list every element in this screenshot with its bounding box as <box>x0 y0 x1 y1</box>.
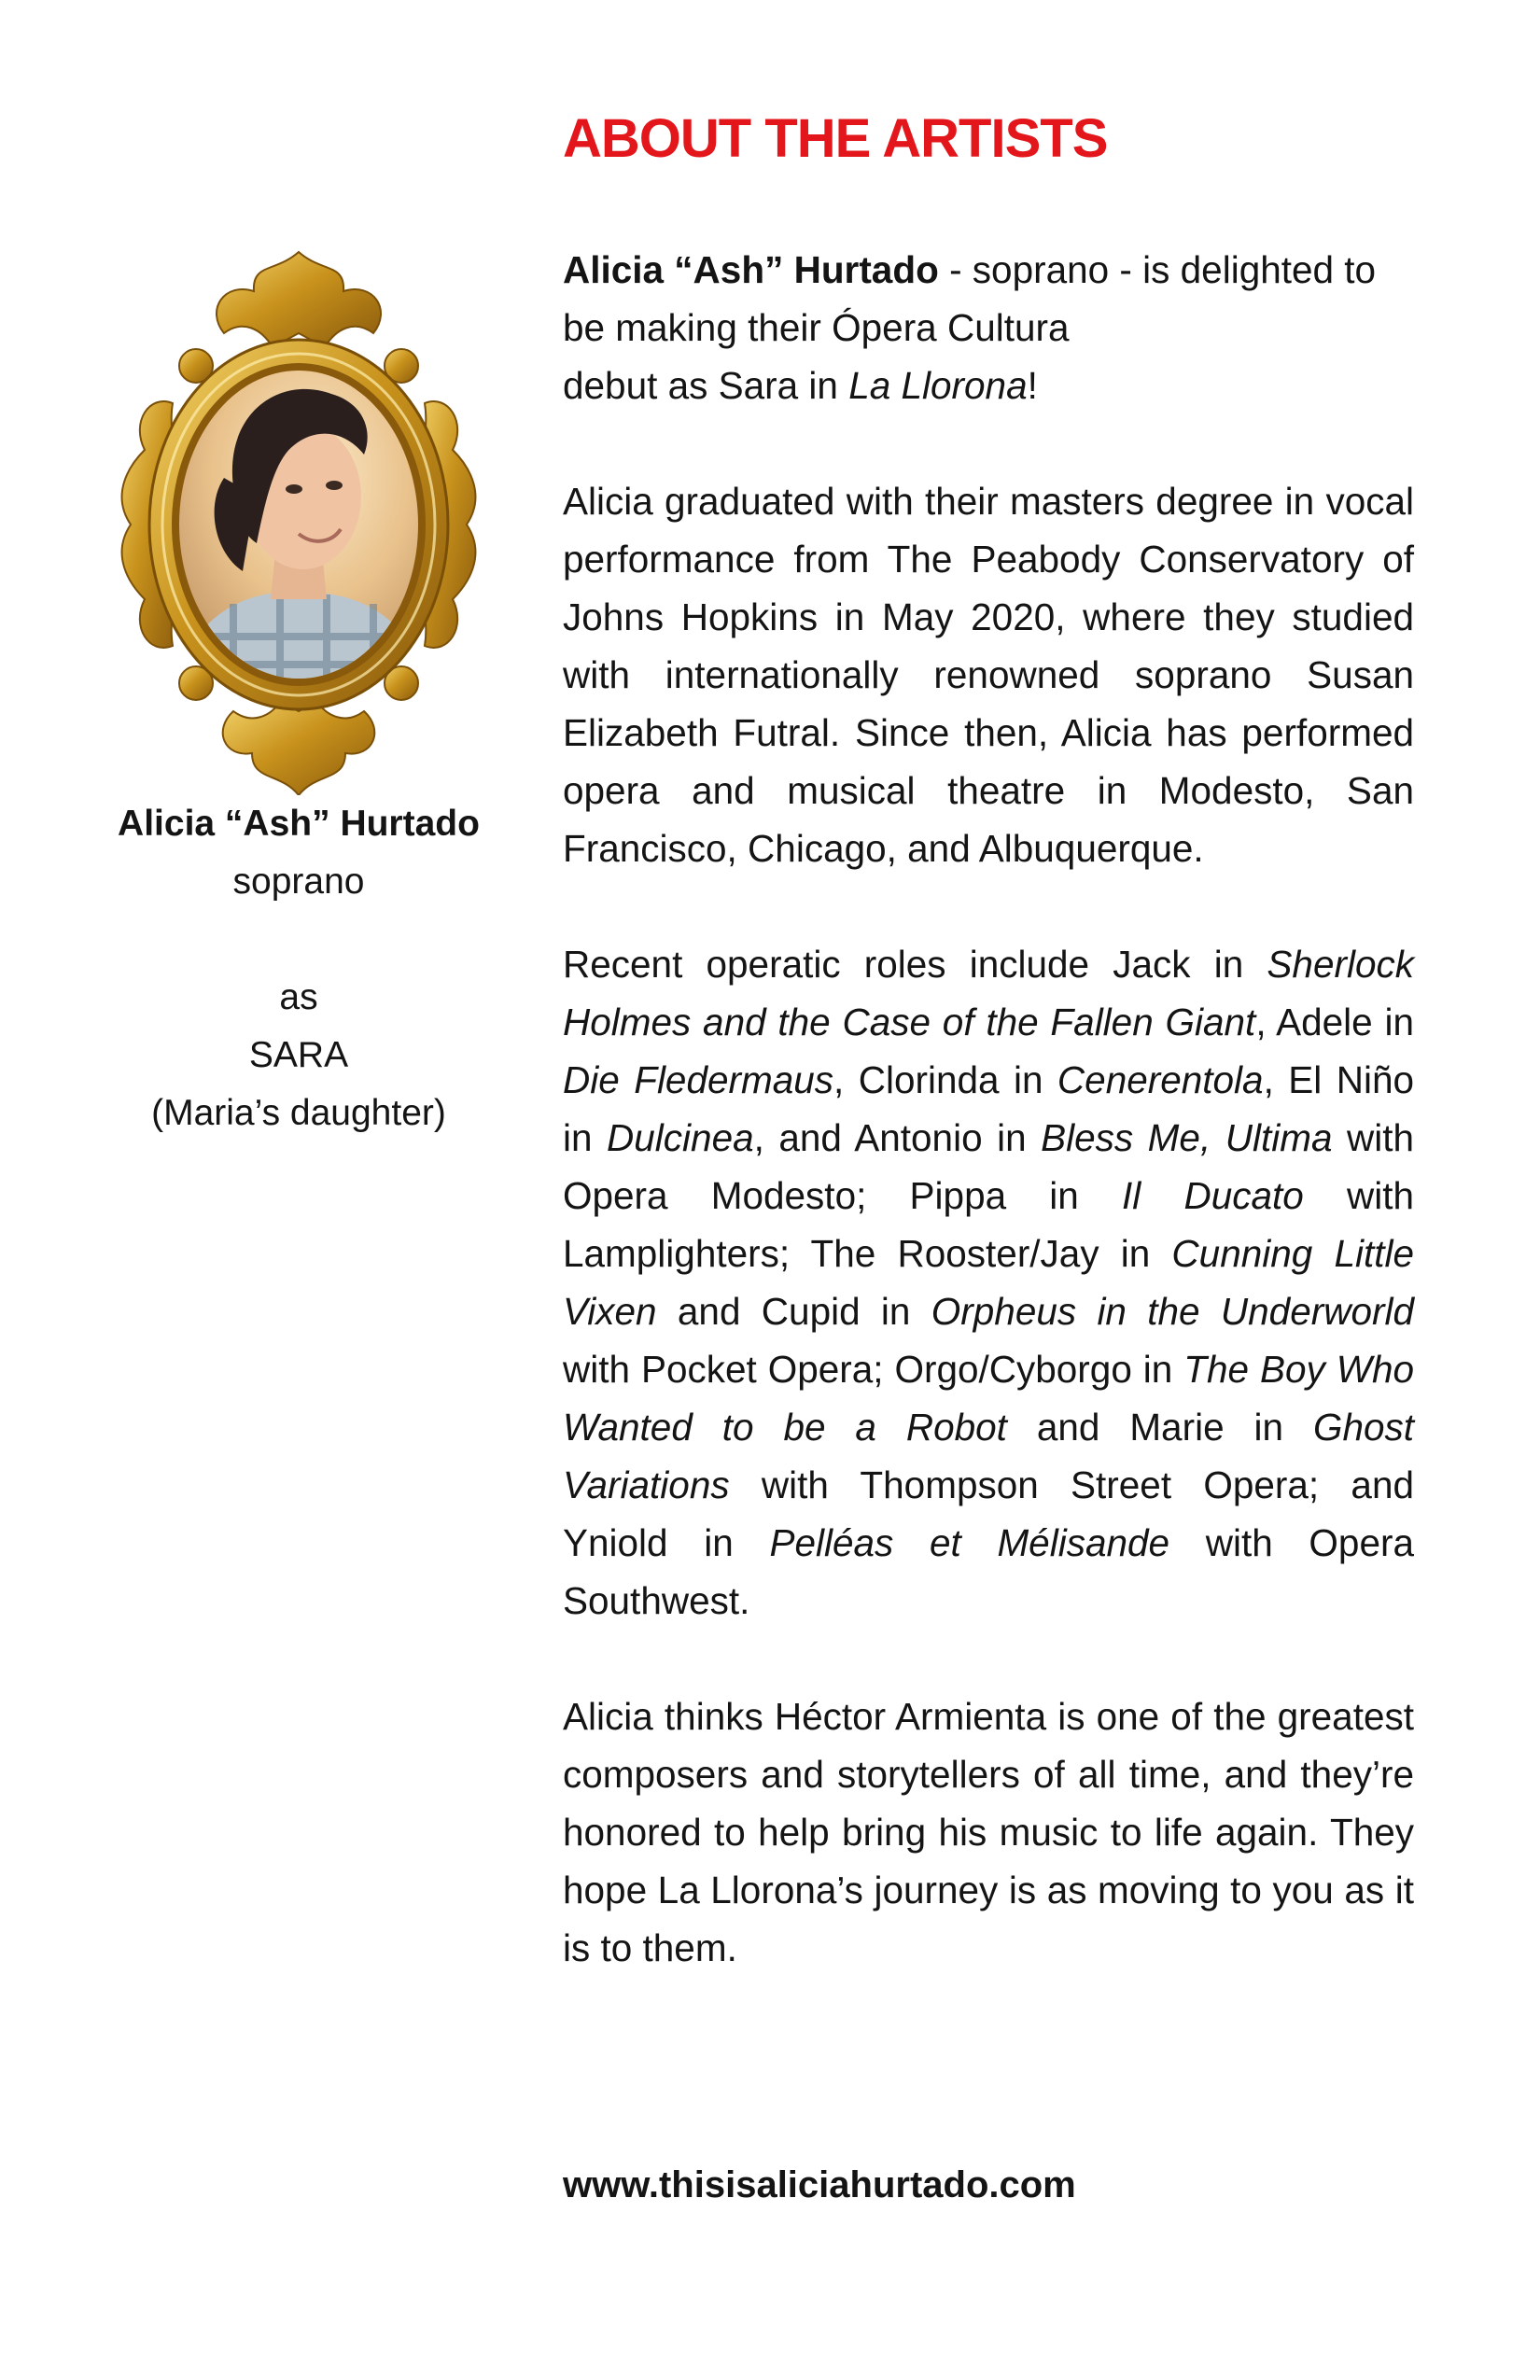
roles-text: , El Niño in <box>563 1058 1414 1159</box>
roles-text: , Clorinda in <box>833 1058 1057 1101</box>
artist-voice-type: soprano <box>232 861 365 902</box>
bio-intro-paragraph: Alicia “Ash” Hurtado - soprano - is delighted to be making their Ópera Cultura debut as Sara in La Llorona! <box>563 248 1377 407</box>
artist-bio <box>563 241 1414 2035</box>
portrait-frame <box>93 245 504 795</box>
bio-closing-paragraph: Alicia thinks Héctor Armienta is one of the greatest composers and storytellers of all time, and they’re honored to help bring his music to life again. They hope La Llorona’s journey is as moving to you as it is to them. <box>563 1695 1414 1969</box>
roles-text: with Opera Southwest. <box>563 1521 1414 1622</box>
page-title: ABOUT THE ARTISTS <box>563 108 1108 169</box>
artist-caption <box>56 795 541 1142</box>
work-title: Il Ducato <box>1122 1174 1304 1217</box>
roles-text: and Cupid in <box>656 1290 931 1333</box>
work-title: Dulcinea <box>607 1116 754 1159</box>
work-title: Die Fledermaus <box>563 1058 834 1101</box>
work-title: The Boy Who Wanted to be a Robot <box>563 1348 1414 1449</box>
bio-roles-paragraph <box>563 935 1414 1630</box>
artist-name: Alicia “Ash” Hurtado <box>118 804 480 844</box>
roles-text: with Opera Modesto; Pippa in <box>563 1116 1414 1217</box>
work-title: Ghost Variations <box>563 1406 1414 1506</box>
artist-card <box>56 245 541 1142</box>
work-title: Pelléas et Mélisande <box>769 1521 1170 1564</box>
roles-text: , and Antonio in <box>753 1116 1042 1159</box>
roles-text: with Lamplighters; The Rooster/Jay in <box>563 1174 1414 1275</box>
roles-text: with Thompson Street Opera; and Yniold in <box>563 1463 1414 1564</box>
role-name: SARA <box>248 1035 349 1075</box>
artist-website: www.thisisaliciahurtado.com <box>563 2164 1076 2205</box>
opera-title: La Llorona <box>848 364 1028 407</box>
bio-education-paragraph: Alicia graduated with their masters degree in vocal performance from The Peabody Conservatory of Johns Hopkins in May 2020, where they studied with internationally renowned soprano Susan Elizabeth Futral. Since then, Alicia has performed opera and musical theatre in Modesto, San Francisco, Chicago, and Albuquerque. <box>563 480 1414 870</box>
roles-text: and Marie in <box>1006 1406 1313 1449</box>
roles-text: with Pocket Opera; Orgo/Cyborgo in <box>563 1348 1184 1391</box>
role-as-label: as <box>279 977 318 1017</box>
work-title: Bless Me, Ultima <box>1041 1116 1333 1159</box>
roles-text: Recent operatic roles include Jack in <box>563 943 1267 986</box>
roles-text: , Adele in <box>1255 1001 1414 1043</box>
role-note: (Maria’s daughter) <box>151 1093 446 1133</box>
work-title: Orpheus in the Underworld <box>931 1290 1414 1333</box>
work-title: Sherlock Holmes and the Case of the Fallen Giant <box>563 943 1414 1043</box>
bio-artist-name: Alicia “Ash” Hurtado <box>563 248 939 291</box>
work-title: Cunning Little Vixen <box>563 1232 1414 1333</box>
work-title: Cenerentola <box>1057 1058 1264 1101</box>
ornate-frame-portrait-image <box>93 245 504 795</box>
